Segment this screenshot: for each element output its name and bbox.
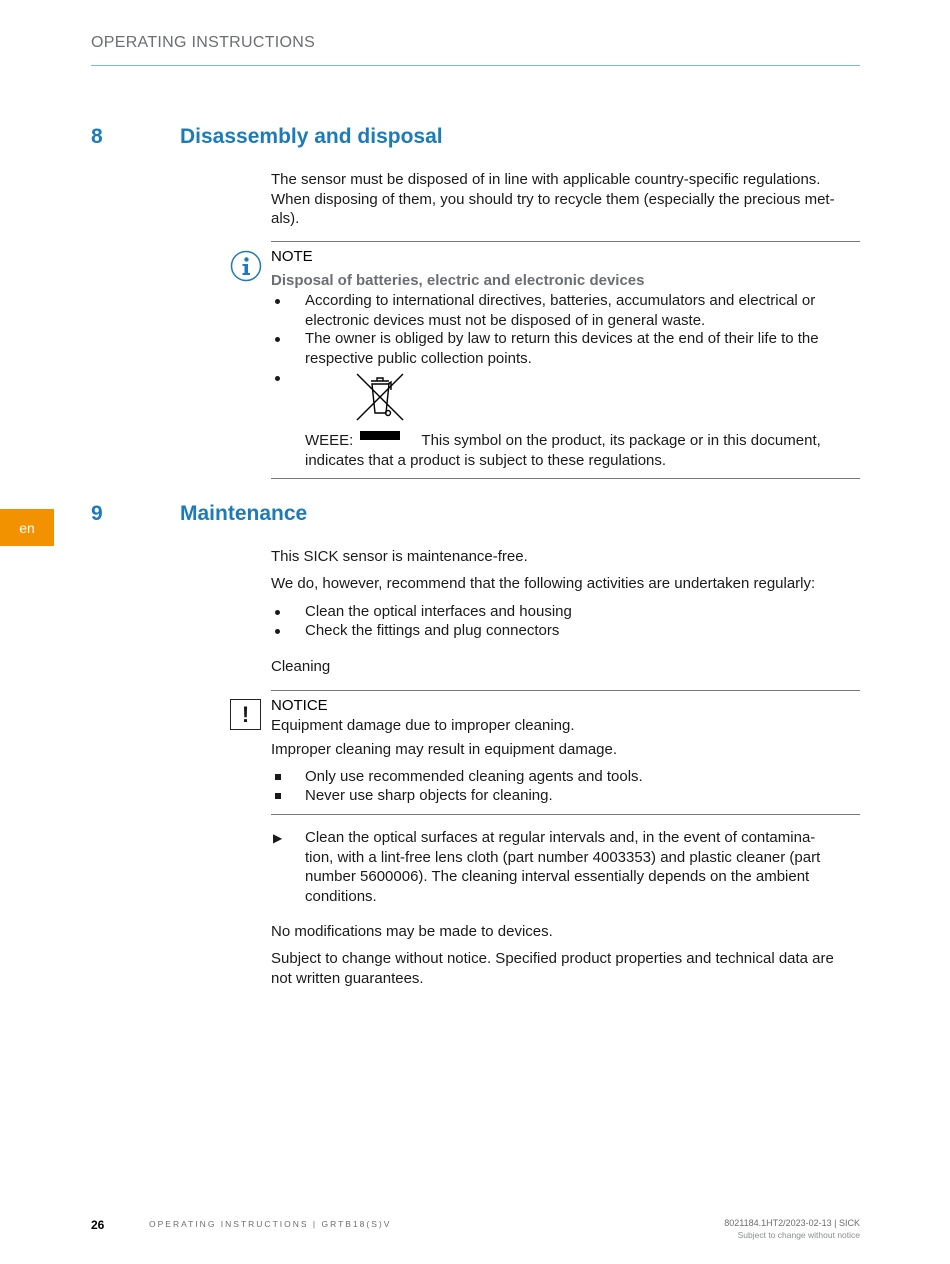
list-item-text: electronic devices must not be disposed of in general waste. — [305, 311, 706, 329]
weee-text-line: indicates that a product is subject to these regulations. — [305, 451, 667, 469]
step-text-line: conditions. — [305, 887, 377, 905]
notice-text: Improper cleaning may result in equipment damage. — [271, 741, 618, 758]
running-header: OPERATING INSTRUCTIONS — [91, 34, 316, 51]
list-item-text: Only use recommended cleaning agents and tools. — [305, 768, 643, 785]
paragraph-line: not written guarantees. — [271, 969, 424, 987]
section-title: Disassembly and disposal — [180, 125, 443, 148]
list-item — [271, 621, 860, 641]
weee-text-line: This symbol on the product, its package or in this document, — [421, 432, 821, 449]
step-text-line: tion, with a lint-free lens cloth (part number 4003353) and plastic cleaner (part — [305, 848, 821, 866]
notice-top-rule — [271, 690, 860, 691]
exclamation-icon: ! — [230, 699, 261, 730]
step-text-line: number 5600006). The cleaning interval essentially depends on the ambient — [305, 868, 810, 885]
language-tab: en — [0, 509, 54, 546]
list-item — [271, 786, 860, 806]
footer-doc-title: OPERATING INSTRUCTIONS | GRTB18(S)V — [149, 1219, 392, 1229]
list-item-text: respective public collection points. — [305, 349, 532, 367]
intro-paragraph — [271, 170, 860, 229]
intro-line: The sensor must be disposed of in line with applicable country-specific regulations. — [271, 171, 821, 188]
page-number: 26 — [91, 1218, 105, 1232]
notice-title-suffix: . — [570, 717, 575, 734]
instruction-step — [271, 828, 860, 906]
list-item-text: The owner is obliged by law to return this devices at the end of their life to the — [305, 330, 819, 347]
list-item-text: Never use sharp objects for cleaning. — [305, 787, 553, 804]
paragraph: We do, however, recommend that the following activities are undertaken regularly: — [271, 575, 816, 592]
note-top-rule — [271, 241, 860, 242]
section-number: 9 — [91, 502, 103, 525]
subheading: Cleaning — [271, 658, 331, 675]
list-item — [271, 329, 860, 368]
step-arrow-icon: ▶ — [273, 831, 283, 845]
weee-label: WEEE: — [305, 432, 354, 449]
paragraph: This SICK sensor is maintenance-free. — [271, 548, 528, 565]
paragraph-line: Subject to change without notice. Specified product properties and technical data are — [271, 950, 834, 967]
footer-disclaimer: Subject to change without notice — [737, 1230, 860, 1240]
weee-crossed-bin-icon — [355, 372, 405, 422]
intro-line: When disposing of them, you should try to recycle them (especially the precious met- — [271, 190, 835, 208]
note-label: NOTE — [271, 248, 313, 265]
list-item — [271, 767, 860, 787]
footer-reference: 8021184.1HT2/2023-02-13 | SICK — [724, 1218, 860, 1228]
note-bottom-rule — [271, 478, 860, 479]
paragraph: No modifications may be made to devices. — [271, 923, 553, 940]
section-title: Maintenance — [180, 502, 308, 525]
section-number: 8 — [91, 125, 103, 148]
header-rule — [91, 65, 860, 66]
weee-text — [271, 431, 860, 470]
step-text-line: Clean the optical surfaces at regular intervals and, in the event of contamina- — [305, 829, 816, 846]
list-item-text: Clean the optical interfaces and housing — [305, 603, 572, 620]
intro-line: als). — [271, 210, 300, 227]
notice-title-text: Equipment damage due to improper cleaning — [271, 717, 571, 734]
list-item-text: Check the fittings and plug connectors — [305, 622, 560, 639]
notice-bottom-rule — [271, 814, 860, 815]
info-icon — [230, 250, 262, 282]
list-item-text: According to international directives, batteries, accumulators and electrical or — [305, 292, 816, 309]
paragraph — [271, 949, 860, 988]
notice-title — [271, 716, 860, 736]
list-item — [271, 291, 860, 330]
list-item — [271, 602, 860, 622]
notice-label: NOTICE — [271, 697, 328, 714]
note-subtitle: Disposal of batteries, electric and electronic devices — [271, 272, 645, 289]
